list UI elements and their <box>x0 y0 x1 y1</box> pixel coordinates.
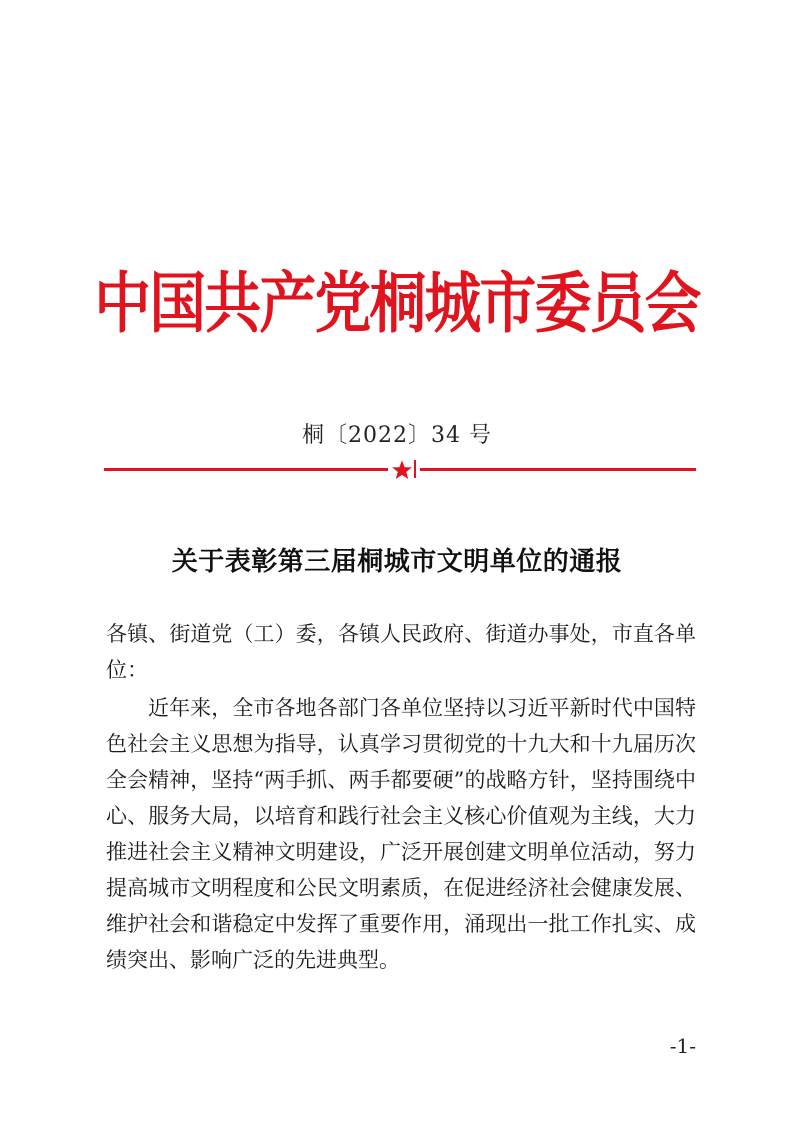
divider-line-left <box>104 468 388 471</box>
divider-tick <box>414 460 416 478</box>
body-paragraph: 近年来，全市各地各部门各单位坚持以习近平新时代中国特色社会主义思想为指导，认真学习贯彻党的十九大和十九届历次全会精神，坚持“两手抓、两手都要硬”的战略方针，坚持围绕中心、服务大局，以培育和践行社会主义核心价值观为主线，大力推进社会主义精神文明建设，广泛开展创建文明单位活动，努力提高城市文明程度和公民文明素质，在促进经济社会健康发展、维护社会和谐稳定中发挥了重要作用，涌现出一批工作扎实、成绩突出、影响广泛的先进典型。 <box>106 696 696 972</box>
salutation: 各镇、街道党（工）委，各镇人民政府、街道办事处，市直各单位： <box>106 622 696 682</box>
page-number: -1- <box>669 1034 696 1058</box>
document-body <box>106 616 696 978</box>
organization-header: 中国共产党桐城市委员会 <box>94 265 700 342</box>
star-icon <box>391 459 413 481</box>
document-title: 关于表彰第三届桐城市文明单位的通报 <box>171 547 623 577</box>
divider-line-right <box>420 468 696 471</box>
red-divider <box>104 459 696 481</box>
document-number: 桐〔2022〕34 号 <box>302 423 492 448</box>
